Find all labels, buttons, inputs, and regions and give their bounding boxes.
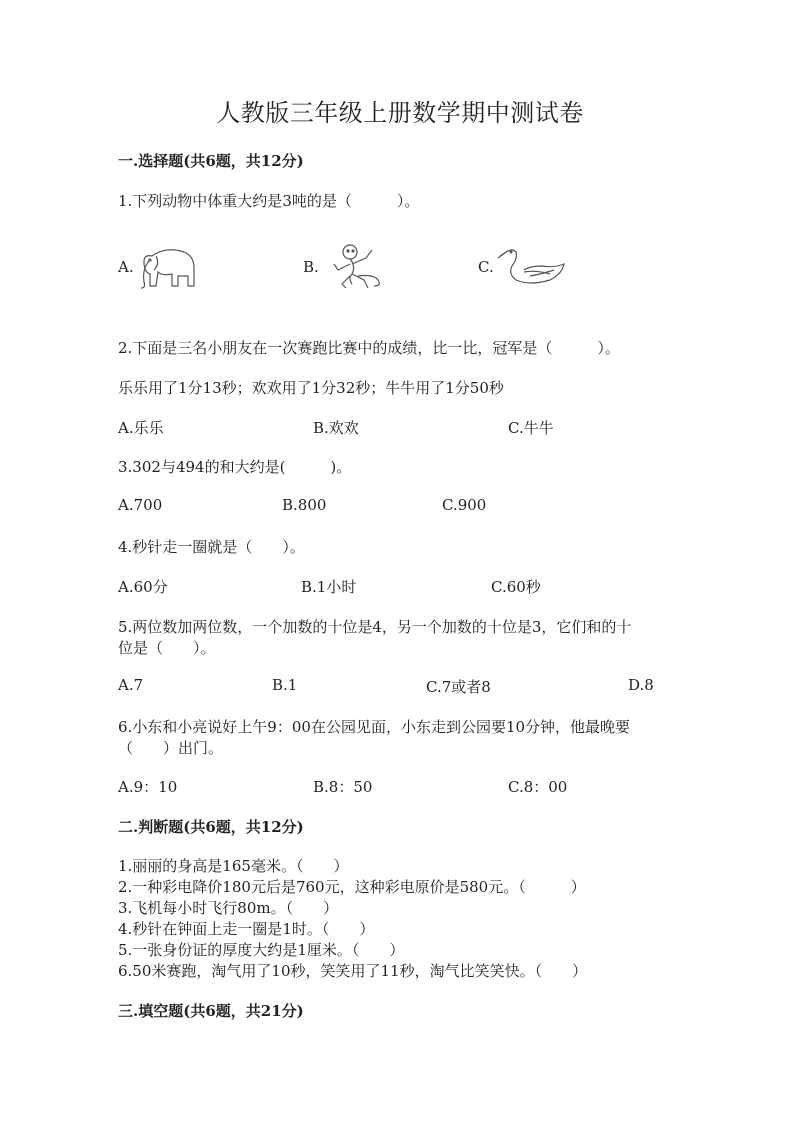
option-6b: B.8：50 bbox=[313, 778, 373, 796]
option-2b: B.欢欢 bbox=[313, 419, 359, 437]
tf-item-2: 2.一种彩电降价180元后是760元，这种彩电原价是580元。（ ） bbox=[118, 878, 586, 896]
page-title: 人教版三年级上册数学期中测试卷 bbox=[216, 99, 584, 127]
section-heading-judge: 二.判断题(共6题，共12分) bbox=[118, 818, 304, 836]
option-1a: A. bbox=[118, 258, 134, 276]
tf-item-5: 5.一张身份证的厚度大约是1厘米。（ ） bbox=[118, 941, 405, 959]
option-5c: C.7或者8 bbox=[426, 678, 491, 696]
option-1b: B. bbox=[303, 258, 319, 276]
option-5b: B.1 bbox=[272, 676, 298, 694]
question-4-stem: 4.秒针走一圈就是（ ）。 bbox=[118, 538, 305, 556]
option-4c: C.60秒 bbox=[491, 578, 541, 596]
option-2c: C.牛牛 bbox=[508, 419, 554, 437]
question-6-stem-line1: 6.小东和小亮说好上午9：00在公园见面，小东走到公园要10分钟，他最晚要 bbox=[118, 718, 631, 736]
option-6c: C.8：00 bbox=[508, 778, 568, 796]
option-6a: A.9：10 bbox=[118, 778, 178, 796]
question-6-stem-line2: （ ）出门。 bbox=[118, 739, 224, 757]
tf-item-4: 4.秒针在钟面上走一圈是1时。（ ） bbox=[118, 920, 375, 938]
option-1c: C. bbox=[478, 258, 494, 276]
option-3a: A.700 bbox=[118, 496, 163, 514]
section-heading-fill: 三.填空题(共6题，共21分) bbox=[118, 1002, 304, 1020]
option-2a: A.乐乐 bbox=[118, 419, 164, 437]
option-3b: B.800 bbox=[282, 496, 327, 514]
question-5-stem-line2: 位是（ ）。 bbox=[118, 639, 216, 657]
question-2-stem: 2.下面是三名小朋友在一次赛跑比赛中的成绩，比一比，冠军是（ ）。 bbox=[118, 339, 620, 357]
section-heading-choice: 一.选择题(共6题，共12分) bbox=[118, 152, 304, 170]
tf-item-1: 1.丽丽的身高是165毫米。（ ） bbox=[118, 857, 349, 875]
option-5a: A.7 bbox=[118, 676, 144, 694]
monkey-icon bbox=[328, 240, 386, 292]
option-4a: A.60分 bbox=[118, 578, 168, 596]
option-4b: B.1小时 bbox=[301, 578, 357, 596]
question-1-stem: 1.下列动物中体重大约是3吨的是（ ）。 bbox=[118, 192, 420, 210]
option-5d: D.8 bbox=[628, 676, 654, 694]
question-3-stem: 3.302与494的和大约是( )。 bbox=[118, 458, 352, 476]
question-2-note: 乐乐用了1分13秒；欢欢用了1分32秒；牛牛用了1分50秒 bbox=[118, 379, 504, 397]
tf-item-3: 3.飞机每小时飞行80m。（ ） bbox=[118, 899, 339, 917]
elephant-icon bbox=[138, 242, 200, 292]
option-3c: C.900 bbox=[442, 496, 487, 514]
question-5-stem-line1: 5.两位数加两位数，一个加数的十位是4，另一个加数的十位是3，它们和的十 bbox=[118, 618, 632, 636]
tf-item-6: 6.50米赛跑，淘气用了10秒，笑笑用了11秒，淘气比笑笑快。（ ） bbox=[118, 962, 588, 980]
swan-icon bbox=[494, 244, 568, 290]
